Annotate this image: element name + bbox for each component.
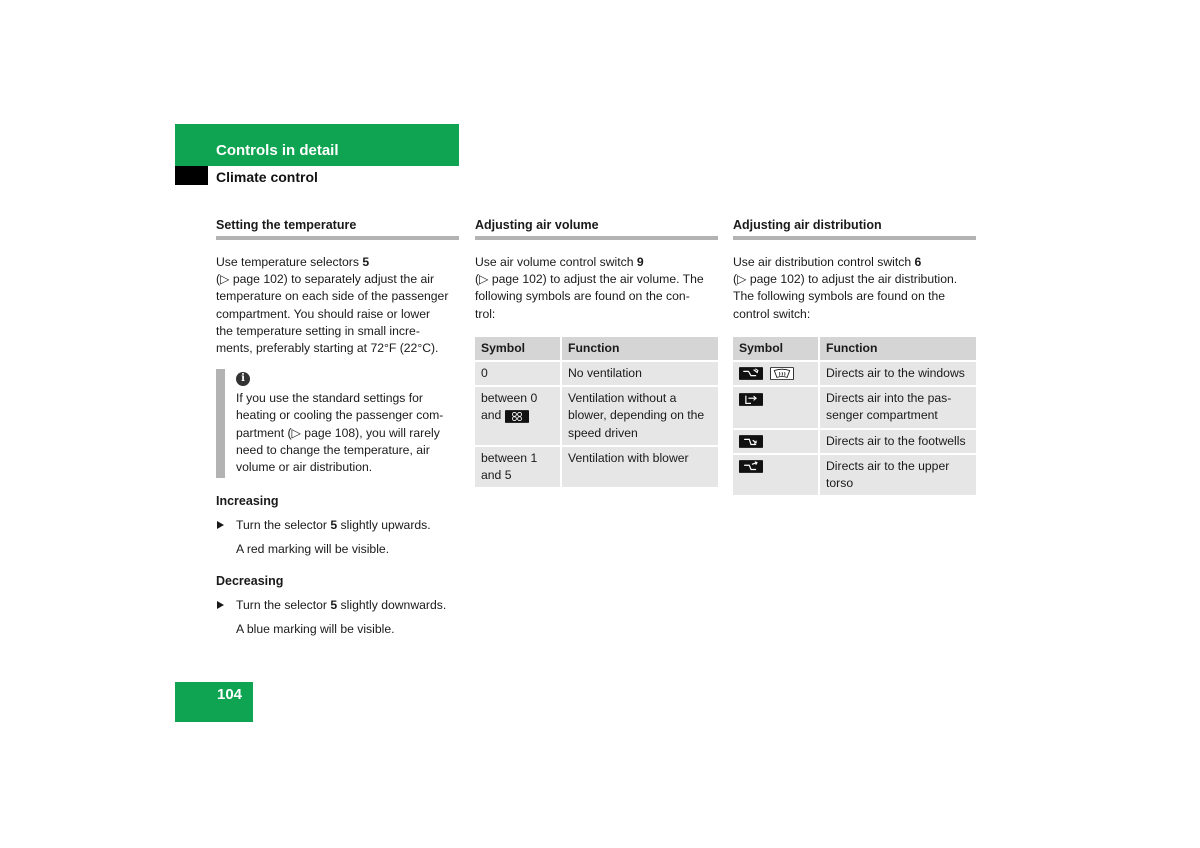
- intro-line: (▷ page 102) to adjust the air volume. The: [475, 272, 704, 287]
- table-row: [475, 361, 718, 386]
- info-note: [216, 369, 459, 476]
- upper-torso-air-icon: [739, 460, 763, 473]
- note-line: volume or air distribution.: [236, 460, 373, 475]
- intro-line: compartment. You should raise or lower: [216, 306, 431, 321]
- switch-number: 9: [636, 255, 644, 269]
- note-line: partment (▷ page 108), you will rarely: [236, 425, 440, 440]
- section-marker: [175, 166, 208, 185]
- symbol-text: and 5: [481, 468, 512, 483]
- heading-decreasing: Decreasing: [216, 574, 284, 589]
- heading-increasing: Increasing: [216, 494, 279, 509]
- column-temperature: [216, 218, 459, 636]
- chapter-title: Controls in detail: [216, 142, 339, 159]
- function-cell: Ventilation without a blower, depending on the speed driven: [561, 386, 718, 446]
- column-air-volume: [475, 218, 718, 487]
- table-row: [733, 386, 976, 428]
- defrost-icon: [770, 367, 794, 380]
- table-header-row: [475, 337, 718, 361]
- symbol-cell: [733, 429, 819, 454]
- column-header-function: Function: [561, 337, 718, 361]
- step-number: 5: [330, 598, 338, 613]
- intro-line: Use air volume control switch: [475, 255, 637, 269]
- column-air-distribution: [733, 218, 976, 495]
- column-header-symbol: Symbol: [475, 337, 561, 361]
- symbol-text: and: [481, 408, 502, 423]
- bullet-triangle-icon: [217, 521, 224, 529]
- intro-line: control switch:: [733, 306, 811, 321]
- air-distribution-table: [733, 337, 976, 495]
- table-row: [733, 454, 976, 495]
- function-cell: Directs air to the windows: [819, 361, 976, 386]
- function-cell: Directs air into the pas-senger compartment: [819, 386, 976, 428]
- note-bar: [216, 369, 225, 478]
- bullet-triangle-icon: [217, 601, 224, 609]
- table-header-row: [733, 337, 976, 361]
- symbol-cell: 0: [475, 361, 561, 386]
- intro-line: the temperature setting in small incre-: [216, 323, 420, 338]
- symbol-cell: [733, 361, 819, 386]
- windshield-air-icon: [739, 367, 763, 380]
- symbol-cell: [475, 446, 561, 487]
- heading-air-volume: Adjusting air volume: [475, 218, 718, 240]
- table-row: [475, 386, 718, 446]
- function-cell: Ventilation with blower: [561, 446, 718, 487]
- symbol-text: between 1: [481, 450, 538, 465]
- intro-line: (▷ page 102) to separately adjust the air: [216, 272, 435, 287]
- intro-line: trol:: [475, 306, 496, 321]
- section-title: Climate control: [216, 169, 318, 185]
- intro-line: temperature on each side of the passenger: [216, 289, 449, 304]
- result-increasing: A red marking will be visible.: [236, 542, 390, 557]
- step-text: slightly upwards.: [337, 518, 431, 533]
- heading-setting-temperature: Setting the temperature: [216, 218, 459, 240]
- footwell-air-icon: [739, 435, 763, 448]
- intro-line: ments, preferably starting at 72°F (22°C).: [216, 341, 439, 356]
- air-volume-table: [475, 337, 718, 487]
- result-decreasing: A blue marking will be visible.: [236, 622, 395, 637]
- column-header-function: Function: [819, 337, 976, 361]
- selector-number: 5: [362, 255, 370, 269]
- temperature-intro: [216, 254, 459, 357]
- step-number: 5: [330, 518, 338, 533]
- intro-line: following symbols are found on the con-: [475, 289, 690, 304]
- intro-line: (▷ page 102) to adjust the air distribution.: [733, 272, 958, 287]
- note-line: heating or cooling the passenger com-: [236, 408, 444, 423]
- function-cell: No ventilation: [561, 361, 718, 386]
- page-number: 104: [217, 686, 243, 703]
- intro-line: Use air distribution control switch: [733, 255, 915, 269]
- intro-line: Use temperature selectors: [216, 255, 363, 269]
- symbol-text: between 0: [481, 391, 538, 406]
- table-row: [733, 361, 976, 386]
- switch-number: 6: [914, 255, 922, 269]
- info-icon: i: [236, 372, 250, 386]
- symbol-cell: [733, 386, 819, 428]
- symbol-cell: [733, 454, 819, 495]
- step-text: Turn the selector: [236, 598, 331, 613]
- heading-air-distribution: Adjusting air distribution: [733, 218, 976, 240]
- air-volume-intro: [475, 254, 718, 323]
- step-increasing: [216, 518, 459, 532]
- fan-icon: [505, 410, 529, 423]
- function-cell: Directs air to the footwells: [819, 429, 976, 454]
- cabin-air-icon: [739, 393, 763, 406]
- function-cell: Directs air to the upper torso: [819, 454, 976, 495]
- intro-line: The following symbols are found on the: [733, 289, 946, 304]
- note-line: If you use the standard settings for: [236, 391, 423, 406]
- symbol-cell: [475, 386, 561, 446]
- note-line: need to change the temperature, air: [236, 442, 430, 457]
- table-row: [733, 429, 976, 454]
- step-text: slightly downwards.: [337, 598, 447, 613]
- step-decreasing: [216, 598, 459, 612]
- column-header-symbol: Symbol: [733, 337, 819, 361]
- step-text: Turn the selector: [236, 518, 331, 533]
- table-row: [475, 446, 718, 487]
- air-distribution-intro: [733, 254, 976, 323]
